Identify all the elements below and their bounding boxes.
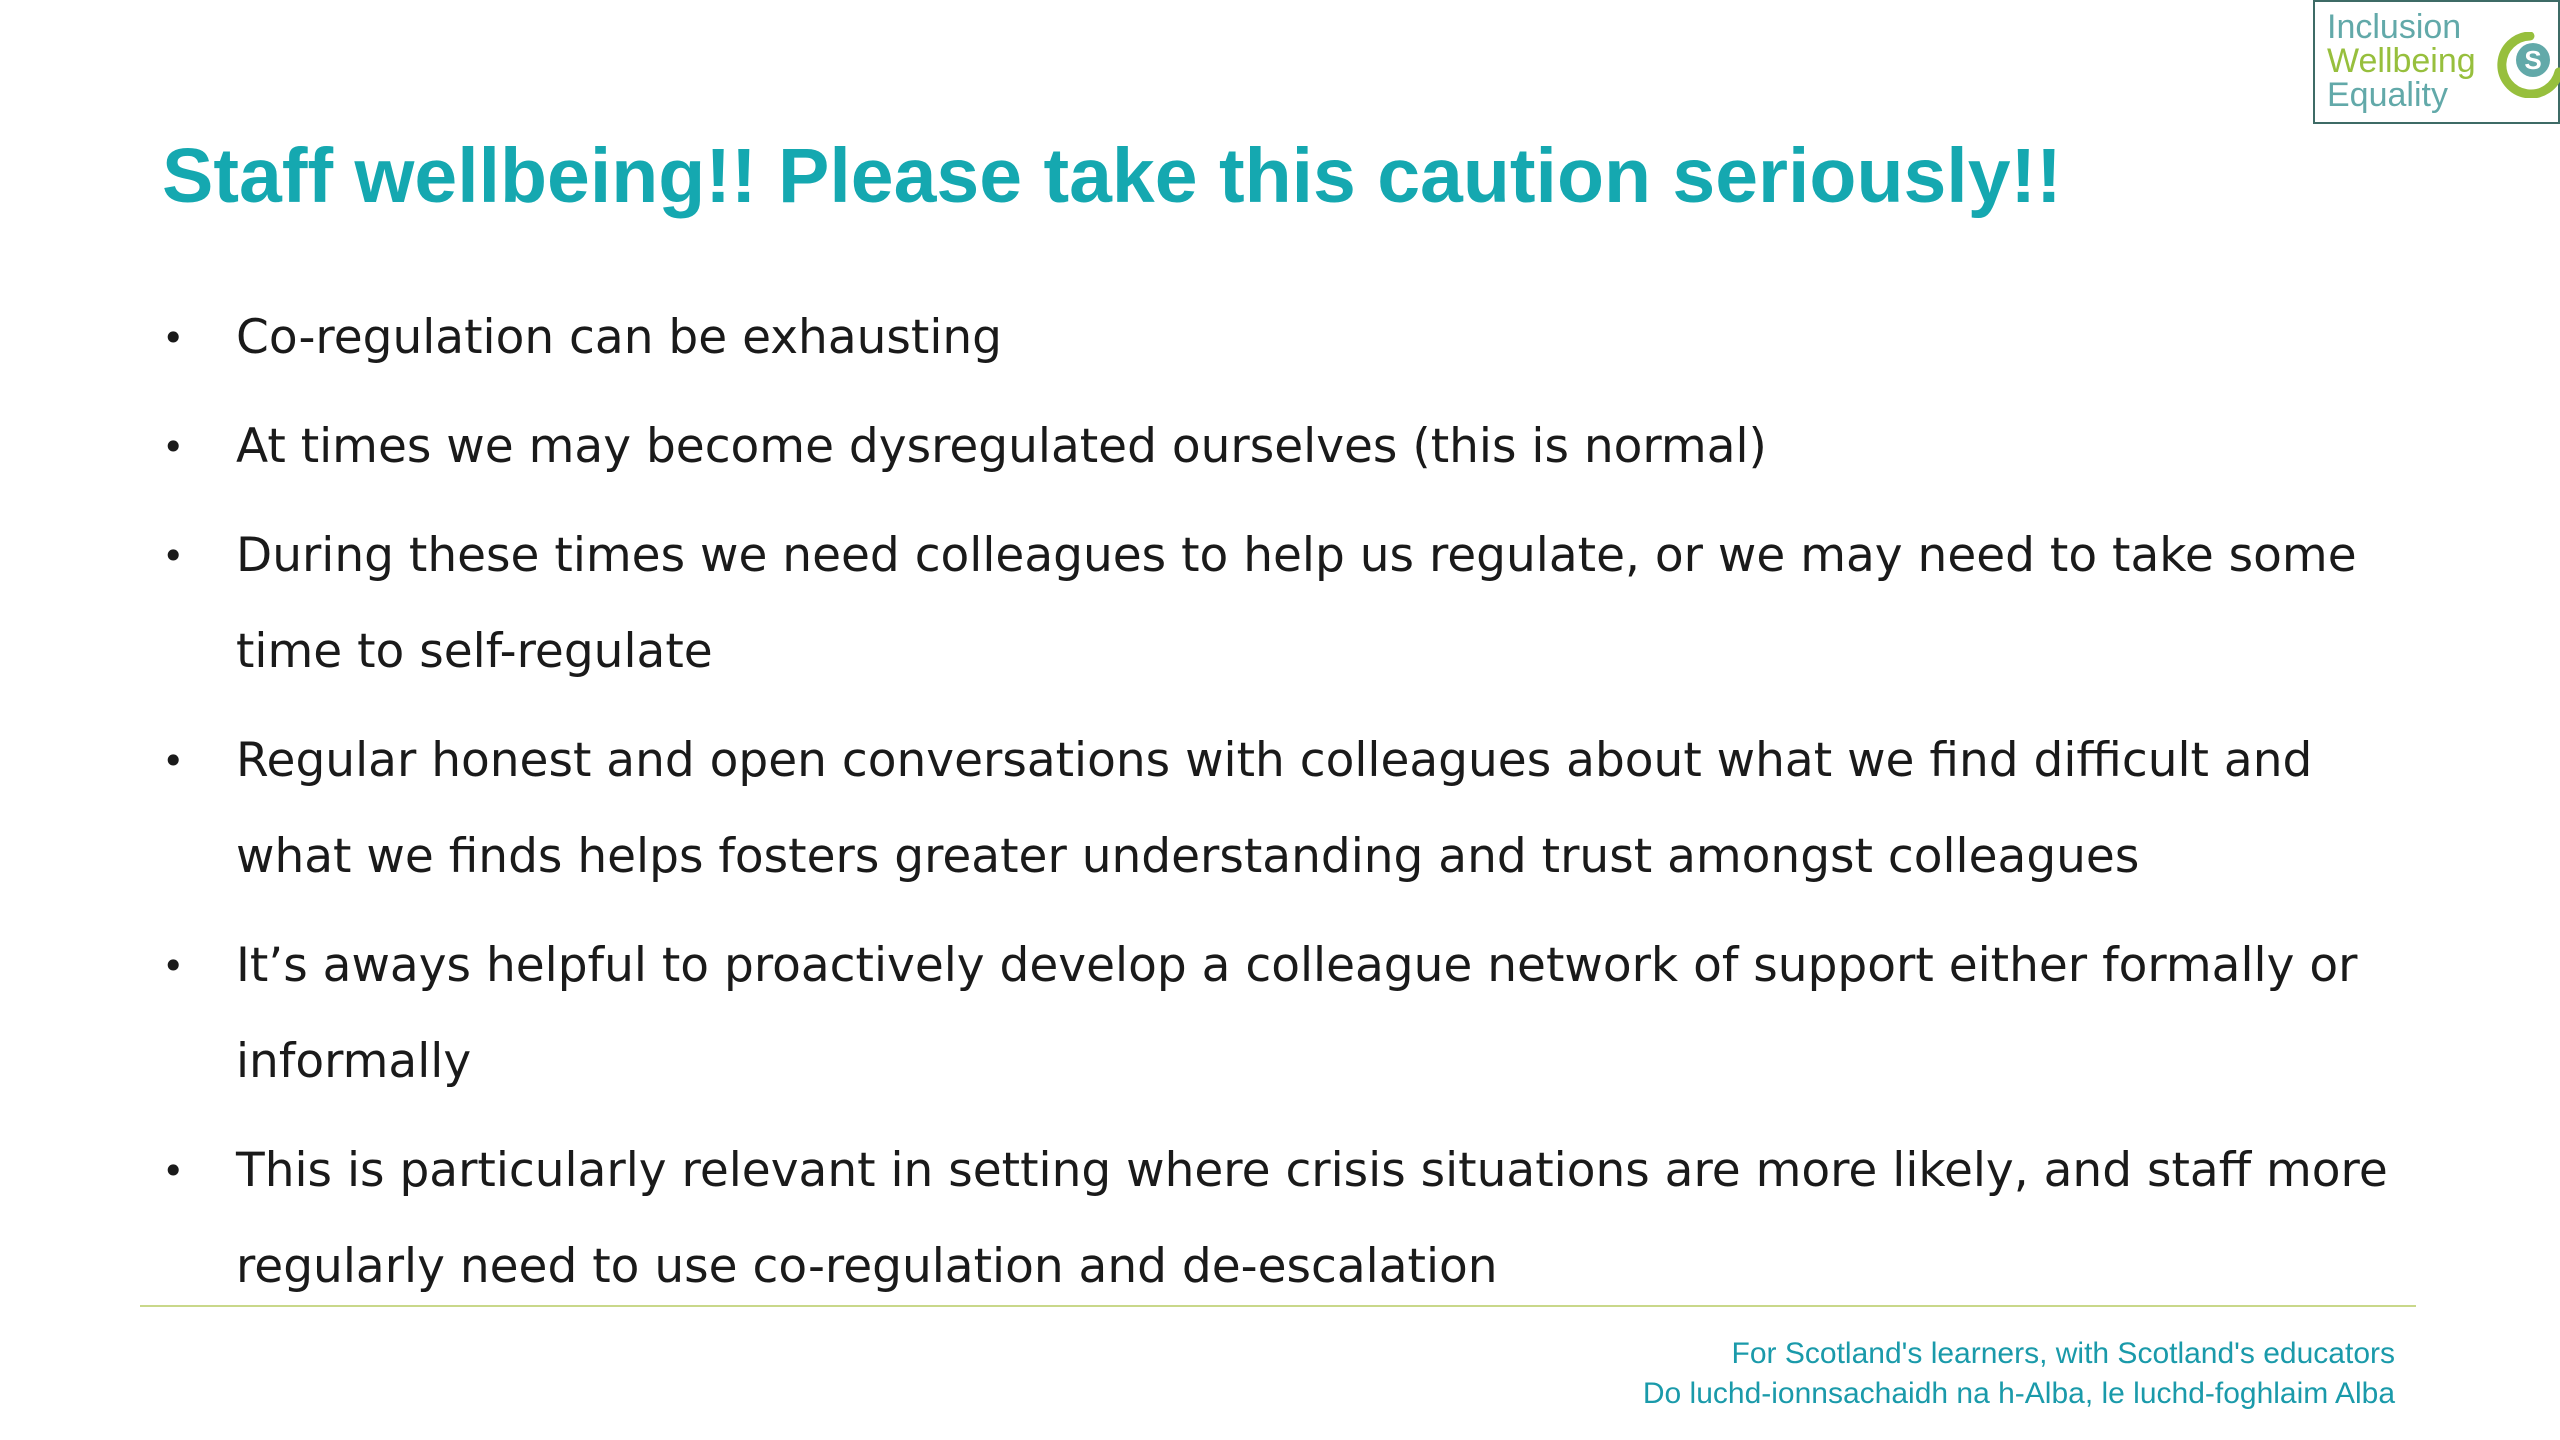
logo-line-inclusion: Inclusion (2327, 8, 2462, 46)
bullet-item (160, 918, 2400, 1110)
footer-tagline (1643, 1334, 2395, 1414)
bullet-dot: • (162, 425, 185, 469)
bullet-item (160, 399, 2400, 495)
logo-text (2327, 10, 2476, 112)
logo-mark-letter: S (2524, 45, 2542, 75)
slide-title: Staff wellbeing!! Please take this caution seriously!! (162, 133, 2062, 219)
bullet-text: Regular honest and open conversations with colleagues about what we find difficult and what we finds helps fosters greater understanding and trust amongst colleagues (236, 733, 2313, 884)
bullet-dot: • (162, 1149, 185, 1193)
bullet-dot: • (162, 316, 185, 360)
logo-line-equality: Equality (2327, 76, 2448, 114)
bullet-item (160, 713, 2400, 905)
footer-line-gaelic: Do luchd-ionnsachaidh na h-Alba, le luchd-foghlaim Alba (1642, 1377, 2395, 1410)
bullet-text: It’s aways helpful to proactively develop a colleague network of support either formally or informally (236, 938, 2358, 1089)
bullet-item (160, 290, 2400, 386)
footer-divider (140, 1305, 2416, 1307)
bullet-text: During these times we need colleagues to help us regulate, or we may need to take some time to self-regulate (236, 528, 2357, 679)
bullet-text: Co-regulation can be exhausting (236, 310, 1002, 365)
bullet-dot: • (162, 944, 185, 988)
bullet-text: This is particularly relevant in setting where crisis situations are more likely, and staff more regularly need to use co-regulation and de-escalation (236, 1143, 2388, 1294)
footer-line-english: For Scotland's learners, with Scotland's educators (1731, 1337, 2395, 1370)
inclusion-wellbeing-equality-logo (2313, 0, 2560, 124)
bullet-list (160, 290, 2400, 1328)
bullet-item (160, 1123, 2400, 1315)
education-scotland-logo-icon (2497, 32, 2560, 98)
bullet-dot: • (162, 739, 185, 783)
bullet-text: At times we may become dysregulated ourselves (this is normal) (236, 419, 1767, 474)
logo-line-wellbeing: Wellbeing (2327, 42, 2476, 80)
bullet-item (160, 508, 2400, 700)
bullet-dot: • (162, 534, 185, 578)
